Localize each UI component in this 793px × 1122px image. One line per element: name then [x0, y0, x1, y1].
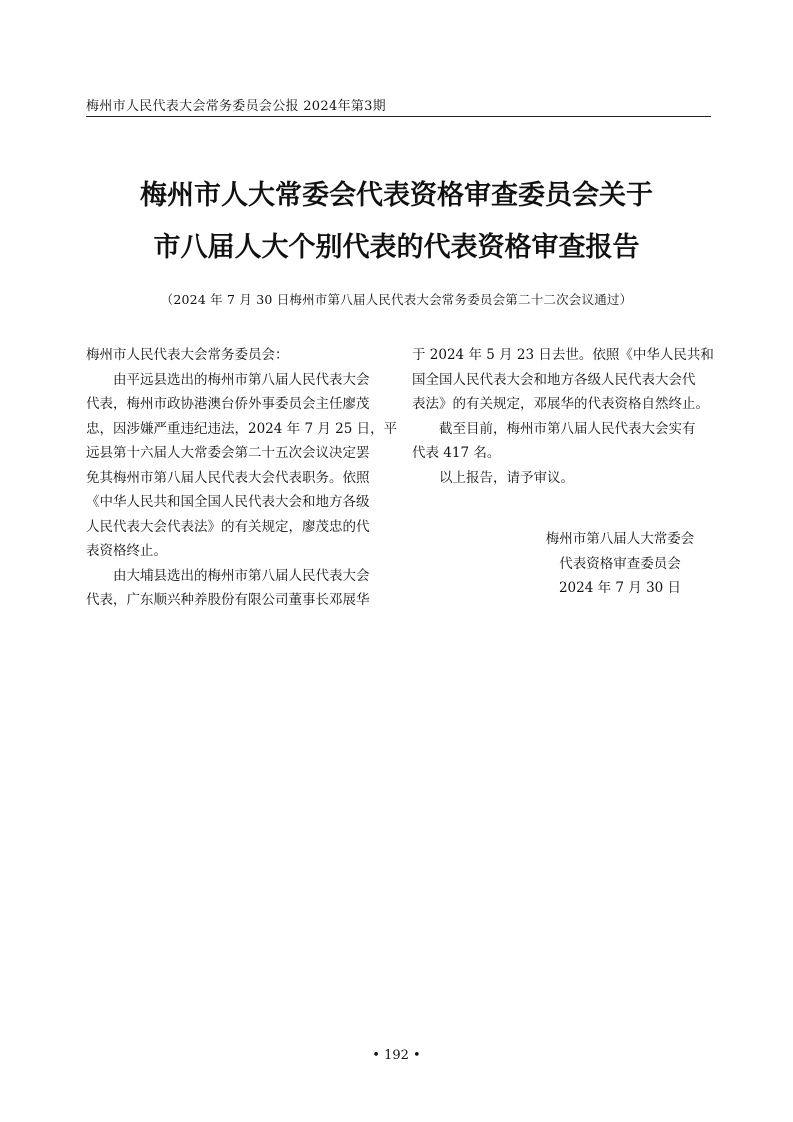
- paragraph-line: 截至目前，梅州市第八届人民代表大会实有: [439, 420, 696, 437]
- paragraph-line: 表资格终止。: [86, 543, 167, 559]
- paragraph-line: 代表 417 名。: [412, 445, 501, 461]
- paragraph-line: 人民代表大会代表法》的有关规定，廖茂忠的代: [86, 518, 370, 535]
- page-number: • 192 •: [372, 1048, 421, 1063]
- signature-org-line-2: 代表资格审查委员会: [559, 555, 681, 572]
- body-column-left: [86, 343, 398, 613]
- paragraph-line: 由大埔县选出的梅州市第八届人民代表大会: [113, 567, 370, 584]
- paragraph-line: 国全国人民代表大会和地方各级人民代表大会代: [412, 371, 696, 388]
- paragraph-line: 免其梅州市第八届人民代表大会代表职务。依照: [86, 469, 370, 486]
- paragraph-line: 远县第十六届人大常委会第二十五次会议决定罢: [86, 445, 370, 461]
- document-title: [60, 170, 733, 274]
- signature-block: [520, 527, 720, 601]
- title-line-2: 市八届人大个别代表的代表资格审查报告: [153, 232, 640, 263]
- paragraph-line: 代表，梅州市政协港澳台侨外事委员会主任廖茂: [86, 396, 370, 412]
- paragraph-line: 忠，因涉嫌严重违纪违法，2024 年 7 月 25 日，平: [86, 420, 398, 437]
- running-header: 梅州市人民代表大会常务委员会公报 2024年第3期: [86, 99, 386, 114]
- paragraph-line: 由平远县选出的梅州市第八届人民代表大会: [113, 371, 370, 388]
- body-column-right: [412, 343, 712, 490]
- paragraph-line: 以上报告，请予审议。: [439, 469, 574, 486]
- signature-org-line-1: 梅州市第八届人大常委会: [545, 531, 695, 547]
- paragraph-line: 代表，广东顺兴种养股份有限公司董事长邓展华: [86, 592, 370, 608]
- paragraph-line: 于 2024 年 5 月 23 日去世。依照《中华人民共和: [412, 347, 714, 363]
- salutation: 梅州市人民代表大会常务委员会：: [86, 347, 289, 363]
- paragraph-line: 表法》的有关规定，邓展华的代表资格自然终止。: [412, 396, 709, 412]
- paragraph-line: 《中华人民共和国全国人民代表大会和地方各级: [86, 494, 370, 510]
- header-rule: [86, 116, 711, 117]
- signature-date: 2024 年 7 月 30 日: [558, 580, 682, 596]
- title-line-1: 梅州市人大常委会代表资格审查委员会关于: [140, 180, 653, 211]
- adoption-note: （2024 年 7 月 30 日梅州市第八届人民代表大会常务委员会第二十二次会议通过）: [160, 292, 633, 307]
